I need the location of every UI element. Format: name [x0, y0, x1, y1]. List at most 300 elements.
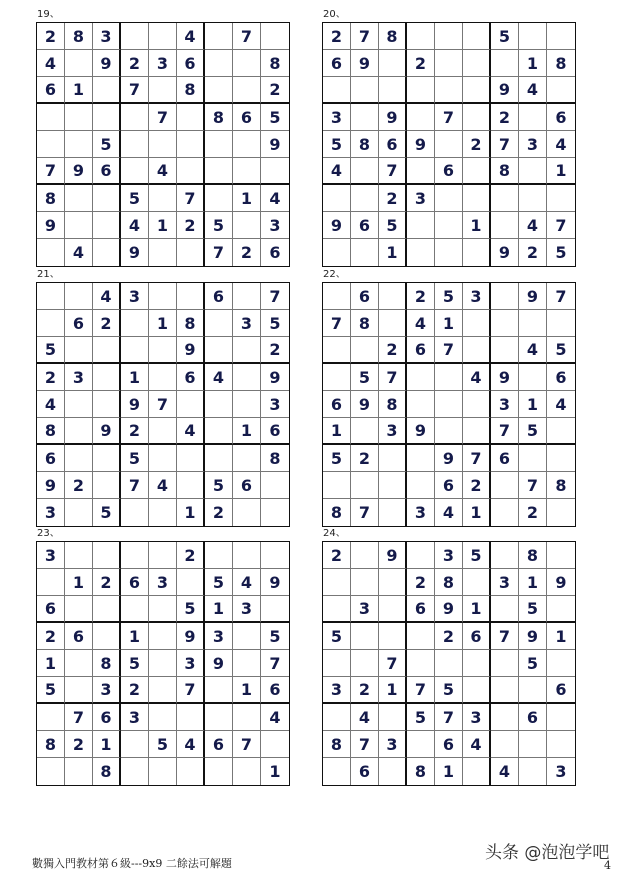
- sudoku-cell: 9: [121, 239, 149, 266]
- sudoku-cell: [435, 650, 463, 677]
- sudoku-cell: [435, 212, 463, 239]
- sudoku-cell: 8: [37, 418, 65, 445]
- sudoku-cell: 1: [149, 212, 177, 239]
- sudoku-cell: [261, 499, 289, 526]
- sudoku-cell: 6: [547, 104, 575, 131]
- sudoku-cell: [261, 472, 289, 499]
- sudoku-cell: 4: [93, 283, 121, 310]
- sudoku-cell: [121, 758, 149, 785]
- sudoku-cell: 2: [37, 623, 65, 650]
- sudoku-cell: 8: [37, 185, 65, 212]
- sudoku-cell: 2: [121, 50, 149, 77]
- sudoku-cell: 9: [351, 50, 379, 77]
- puzzle-label: 20、: [323, 9, 346, 20]
- sudoku-cell: 8: [351, 310, 379, 337]
- sudoku-cell: 3: [65, 364, 93, 391]
- sudoku-cell: [149, 337, 177, 364]
- sudoku-cell: [519, 677, 547, 704]
- sudoku-cell: [233, 542, 261, 569]
- sudoku-cell: 4: [435, 499, 463, 526]
- sudoku-cell: 6: [351, 283, 379, 310]
- sudoku-cell: [407, 364, 435, 391]
- sudoku-cell: [37, 104, 65, 131]
- sudoku-cell: [351, 650, 379, 677]
- sudoku-cell: [261, 596, 289, 623]
- sudoku-cell: 6: [37, 77, 65, 104]
- sudoku-cell: [323, 569, 351, 596]
- sudoku-cell: [491, 596, 519, 623]
- sudoku-cell: 6: [261, 677, 289, 704]
- sudoku-cell: [37, 239, 65, 266]
- sudoku-cell: [379, 596, 407, 623]
- sudoku-cell: 4: [65, 239, 93, 266]
- sudoku-cell: [351, 623, 379, 650]
- sudoku-cell: [149, 185, 177, 212]
- sudoku-cell: 2: [379, 337, 407, 364]
- sudoku-cell: 3: [379, 418, 407, 445]
- sudoku-cell: 3: [555, 762, 567, 781]
- sudoku-cell: 4: [261, 704, 289, 731]
- sudoku-cell: 3: [323, 104, 351, 131]
- sudoku-cell: [65, 212, 93, 239]
- sudoku-cell: 2: [351, 677, 379, 704]
- sudoku-cell: 7: [351, 499, 379, 526]
- sudoku-cell: [323, 596, 351, 623]
- sudoku-cell: 3: [205, 623, 233, 650]
- sudoku-cell: 4: [177, 418, 205, 445]
- sudoku-cell: 3: [407, 499, 435, 526]
- sudoku-cell: [407, 731, 435, 758]
- sudoku-cell: [519, 445, 547, 472]
- sudoku-cell: [435, 50, 463, 77]
- sudoku-cell: [65, 677, 93, 704]
- sudoku-cell: [323, 472, 351, 499]
- sudoku-cell: [177, 758, 205, 785]
- sudoku-cell: 5: [121, 650, 149, 677]
- sudoku-cell: 8: [351, 131, 379, 158]
- sudoku-cell: 5: [519, 596, 547, 623]
- sudoku-cell: [65, 596, 93, 623]
- sudoku-cell: [491, 731, 519, 758]
- sudoku-cell: 4: [463, 364, 491, 391]
- sudoku-cell: 1: [121, 364, 149, 391]
- sudoku-cell: [177, 104, 205, 131]
- sudoku-grid: [322, 22, 576, 267]
- sudoku-cell: [65, 542, 93, 569]
- sudoku-cell: [37, 283, 65, 310]
- sudoku-cell: [491, 472, 519, 499]
- sudoku-cell: [261, 542, 289, 569]
- sudoku-cell: [547, 185, 575, 212]
- sudoku-cell: 2: [177, 212, 205, 239]
- sudoku-cell: 4: [261, 185, 289, 212]
- sudoku-cell: 4: [37, 391, 65, 418]
- sudoku-cell: [491, 212, 519, 239]
- page-number: 4: [604, 859, 611, 872]
- sudoku-cell: 8: [519, 542, 547, 569]
- sudoku-cell: 8: [435, 569, 463, 596]
- sudoku-cell: [323, 364, 351, 391]
- sudoku-cell: [205, 704, 233, 731]
- sudoku-cell: 6: [93, 158, 121, 185]
- sudoku-cell: 8: [177, 310, 205, 337]
- watermark: 头条 @泡泡学吧: [485, 843, 610, 863]
- sudoku-cell: 7: [491, 418, 519, 445]
- sudoku-cell: 6: [323, 50, 351, 77]
- sudoku-cell: [407, 77, 435, 104]
- sudoku-cell: 9: [435, 596, 463, 623]
- sudoku-cell: 5: [379, 212, 407, 239]
- sudoku-cell: [407, 391, 435, 418]
- sudoku-cell: [407, 212, 435, 239]
- sudoku-cell: [233, 391, 261, 418]
- sudoku-cell: [65, 131, 93, 158]
- sudoku-cell: [463, 77, 491, 104]
- sudoku-cell: 2: [435, 623, 463, 650]
- sudoku-cell: [233, 704, 261, 731]
- sudoku-cell: [121, 337, 149, 364]
- sudoku-cell: 1: [519, 569, 547, 596]
- sudoku-cell: [149, 704, 177, 731]
- sudoku-cell: [93, 623, 121, 650]
- sudoku-cell: [547, 445, 575, 472]
- sudoku-cell: 5: [177, 596, 205, 623]
- sudoku-cell: [351, 185, 379, 212]
- sudoku-cell: 3: [121, 704, 149, 731]
- sudoku-cell: 2: [261, 337, 289, 364]
- sudoku-cell: [93, 445, 121, 472]
- sudoku-cell: 7: [37, 158, 65, 185]
- sudoku-cell: [65, 50, 93, 77]
- sudoku-cell: [93, 185, 121, 212]
- sudoku-cell: 8: [37, 731, 65, 758]
- sudoku-cell: [149, 239, 177, 266]
- sudoku-grid: [322, 282, 576, 527]
- sudoku-cell: 4: [407, 310, 435, 337]
- sudoku-cell: [233, 131, 261, 158]
- sudoku-cell: 4: [121, 212, 149, 239]
- sudoku-cell: [379, 310, 407, 337]
- sudoku-cell: [407, 23, 435, 50]
- sudoku-grid: [36, 541, 290, 786]
- sudoku-cell: 9: [37, 212, 65, 239]
- sudoku-cell: 7: [149, 104, 177, 131]
- sudoku-cell: [261, 731, 289, 758]
- sudoku-cell: 6: [463, 623, 491, 650]
- sudoku-cell: [93, 542, 121, 569]
- sudoku-cell: 6: [205, 731, 233, 758]
- sudoku-cell: [519, 310, 547, 337]
- sudoku-cell: 9: [379, 104, 407, 131]
- sudoku-cell: 7: [379, 158, 407, 185]
- sudoku-cell: 9: [93, 50, 121, 77]
- sudoku-cell: [379, 758, 407, 785]
- sudoku-cell: 3: [491, 391, 519, 418]
- sudoku-cell: [435, 185, 463, 212]
- sudoku-cell: 3: [233, 596, 261, 623]
- sudoku-cell: 1: [177, 499, 205, 526]
- sudoku-cell: [491, 704, 519, 731]
- sudoku-cell: 6: [547, 364, 575, 391]
- sudoku-cell: [65, 283, 93, 310]
- sudoku-cell: [65, 104, 93, 131]
- sudoku-cell: [65, 337, 93, 364]
- sudoku-cell: 7: [177, 677, 205, 704]
- sudoku-cell: 7: [323, 310, 351, 337]
- sudoku-cell: 7: [407, 677, 435, 704]
- sudoku-cell: 6: [491, 445, 519, 472]
- sudoku-cell: 5: [261, 104, 289, 131]
- sudoku-cell: [121, 499, 149, 526]
- sudoku-cell: [407, 104, 435, 131]
- sudoku-cell: 9: [261, 569, 289, 596]
- sudoku-cell: 4: [519, 337, 547, 364]
- sudoku-cell: 1: [547, 158, 575, 185]
- sudoku-cell: [177, 283, 205, 310]
- sudoku-cell: [233, 50, 261, 77]
- sudoku-cell: [323, 283, 351, 310]
- sudoku-cell: [93, 212, 121, 239]
- sudoku-cell: [379, 283, 407, 310]
- sudoku-cell: 4: [351, 704, 379, 731]
- sudoku-cell: 7: [65, 704, 93, 731]
- sudoku-cell: [351, 569, 379, 596]
- sudoku-cell: 1: [37, 650, 65, 677]
- sudoku-cell: 7: [233, 731, 261, 758]
- sudoku-cell: [65, 758, 93, 785]
- sudoku-cell: 1: [547, 623, 575, 650]
- sudoku-cell: [435, 364, 463, 391]
- sudoku-cell: [435, 239, 463, 266]
- sudoku-cell: [435, 391, 463, 418]
- sudoku-cell: 4: [149, 158, 177, 185]
- sudoku-cell: 7: [435, 104, 463, 131]
- sudoku-cell: [93, 337, 121, 364]
- puzzle-label: 19、: [37, 9, 60, 20]
- sudoku-cell: 1: [323, 418, 351, 445]
- sudoku-cell: 5: [121, 445, 149, 472]
- sudoku-cell: [261, 158, 289, 185]
- sudoku-cell: 5: [121, 185, 149, 212]
- sudoku-cell: [233, 158, 261, 185]
- sudoku-cell: [149, 418, 177, 445]
- sudoku-cell: 6: [351, 758, 379, 785]
- sudoku-cell: 3: [233, 310, 261, 337]
- sudoku-cell: 9: [407, 131, 435, 158]
- sudoku-cell: 8: [491, 158, 519, 185]
- sudoku-cell: 9: [65, 158, 93, 185]
- sudoku-cell: 2: [351, 445, 379, 472]
- sudoku-cell: [233, 758, 261, 785]
- sudoku-cell: 6: [435, 472, 463, 499]
- sudoku-cell: 2: [65, 472, 93, 499]
- sudoku-cell: 4: [205, 364, 233, 391]
- sudoku-cell: [205, 542, 233, 569]
- sudoku-cell: [65, 445, 93, 472]
- sudoku-cell: 9: [407, 418, 435, 445]
- sudoku-cell: [491, 650, 519, 677]
- sudoku-cell: 9: [519, 283, 547, 310]
- sudoku-cell: [149, 283, 177, 310]
- sudoku-cell: [93, 391, 121, 418]
- sudoku-cell: 2: [121, 418, 149, 445]
- sudoku-cell: 3: [407, 185, 435, 212]
- sudoku-cell: [407, 158, 435, 185]
- sudoku-cell: 3: [261, 391, 289, 418]
- sudoku-cell: 6: [37, 445, 65, 472]
- sudoku-cell: 9: [519, 623, 547, 650]
- sudoku-cell: 9: [261, 364, 289, 391]
- sudoku-cell: 7: [351, 23, 379, 50]
- sudoku-cell: 3: [463, 704, 491, 731]
- sudoku-cell: 5: [519, 650, 547, 677]
- sudoku-cell: 1: [379, 239, 407, 266]
- sudoku-cell: 9: [323, 212, 351, 239]
- sudoku-cell: 9: [491, 364, 519, 391]
- sudoku-cell: [519, 185, 547, 212]
- sudoku-cell: [233, 650, 261, 677]
- sudoku-cell: [93, 596, 121, 623]
- footer-caption: 數獨入門教材第６級---9x9 二餘法可解題: [32, 857, 232, 870]
- sudoku-cell: [379, 472, 407, 499]
- sudoku-cell: 3: [323, 677, 351, 704]
- sudoku-cell: [177, 704, 205, 731]
- sudoku-cell: 6: [233, 104, 261, 131]
- sudoku-cell: [205, 445, 233, 472]
- sudoku-cell: [177, 472, 205, 499]
- sudoku-cell: [519, 158, 547, 185]
- sudoku-cell: 2: [407, 283, 435, 310]
- sudoku-grid: [36, 282, 290, 527]
- sudoku-cell: 5: [491, 23, 519, 50]
- sudoku-cell: [261, 23, 289, 50]
- sudoku-cell: 1: [205, 596, 233, 623]
- sudoku-cell: [65, 650, 93, 677]
- sudoku-cell: [177, 391, 205, 418]
- sudoku-cell: [379, 704, 407, 731]
- sudoku-cell: 8: [93, 650, 121, 677]
- sudoku-cell: [463, 758, 491, 785]
- sudoku-cell: [407, 239, 435, 266]
- sudoku-cell: [323, 185, 351, 212]
- sudoku-cell: [65, 391, 93, 418]
- sudoku-cell: 3: [177, 650, 205, 677]
- sudoku-cell: 5: [555, 243, 567, 262]
- sudoku-cell: 9: [261, 131, 289, 158]
- sudoku-cell: 5: [261, 623, 289, 650]
- sudoku-cell: 6: [37, 596, 65, 623]
- sudoku-cell: 7: [463, 445, 491, 472]
- sudoku-cell: [149, 23, 177, 50]
- sudoku-cell: 1: [379, 677, 407, 704]
- sudoku-cell: 6: [407, 596, 435, 623]
- sudoku-cell: 6: [233, 472, 261, 499]
- sudoku-cell: 9: [205, 650, 233, 677]
- sudoku-cell: [323, 239, 351, 266]
- sudoku-cell: [491, 542, 519, 569]
- sudoku-cell: [547, 596, 575, 623]
- sudoku-cell: 2: [491, 104, 519, 131]
- sudoku-cell: 9: [37, 472, 65, 499]
- sudoku-cell: 8: [547, 50, 575, 77]
- sudoku-cell: 1: [233, 677, 261, 704]
- sudoku-cell: 5: [93, 131, 121, 158]
- sudoku-cell: 9: [547, 569, 575, 596]
- sudoku-cell: [351, 337, 379, 364]
- sudoku-cell: 3: [37, 542, 65, 569]
- sudoku-cell: 6: [435, 731, 463, 758]
- sudoku-cell: 7: [261, 650, 289, 677]
- sudoku-cell: 1: [435, 310, 463, 337]
- sudoku-cell: 5: [93, 499, 121, 526]
- sudoku-cell: 7: [177, 185, 205, 212]
- sudoku-cell: [149, 650, 177, 677]
- sudoku-cell: 5: [323, 445, 351, 472]
- sudoku-cell: [463, 337, 491, 364]
- sudoku-cell: [547, 77, 575, 104]
- sudoku-cell: [351, 77, 379, 104]
- sudoku-cell: 6: [65, 310, 93, 337]
- sudoku-cell: 1: [233, 185, 261, 212]
- sudoku-cell: 2: [261, 77, 289, 104]
- sudoku-cell: [205, 185, 233, 212]
- sudoku-cell: 5: [323, 131, 351, 158]
- sudoku-cell: [177, 239, 205, 266]
- sudoku-cell: [379, 77, 407, 104]
- sudoku-cell: [491, 337, 519, 364]
- sudoku-cell: [379, 50, 407, 77]
- sudoku-cell: [463, 50, 491, 77]
- sudoku-cell: 6: [435, 158, 463, 185]
- sudoku-cell: [149, 445, 177, 472]
- sudoku-cell: 5: [37, 337, 65, 364]
- sudoku-cell: 6: [177, 364, 205, 391]
- sudoku-cell: 7: [379, 364, 407, 391]
- sudoku-cell: 8: [547, 472, 575, 499]
- puzzle-label: 23、: [37, 528, 60, 539]
- sudoku-cell: 4: [177, 23, 205, 50]
- sudoku-cell: 2: [233, 239, 261, 266]
- sudoku-cell: [547, 704, 575, 731]
- sudoku-cell: 5: [407, 704, 435, 731]
- sudoku-cell: 7: [233, 23, 261, 50]
- sudoku-cell: [205, 50, 233, 77]
- sudoku-cell: 2: [379, 185, 407, 212]
- sudoku-cell: 2: [519, 239, 547, 266]
- sudoku-cell: [407, 542, 435, 569]
- sudoku-cell: 9: [177, 623, 205, 650]
- sudoku-cell: 2: [323, 23, 351, 50]
- sudoku-cell: [463, 104, 491, 131]
- sudoku-cell: [205, 391, 233, 418]
- sudoku-cell: 5: [323, 623, 351, 650]
- sudoku-cell: 1: [233, 418, 261, 445]
- sudoku-cell: [407, 623, 435, 650]
- sudoku-cell: 3: [491, 569, 519, 596]
- sudoku-cell: [233, 212, 261, 239]
- sudoku-cell: 3: [379, 731, 407, 758]
- puzzle-label: 22、: [323, 269, 346, 280]
- sudoku-cell: 6: [407, 337, 435, 364]
- sudoku-cell: 7: [435, 704, 463, 731]
- sudoku-cell: [463, 239, 491, 266]
- sudoku-cell: [491, 283, 519, 310]
- sudoku-cell: 8: [379, 23, 407, 50]
- sudoku-cell: [547, 499, 575, 526]
- sudoku-cell: 2: [519, 499, 547, 526]
- sudoku-cell: [463, 158, 491, 185]
- sudoku-cell: [491, 50, 519, 77]
